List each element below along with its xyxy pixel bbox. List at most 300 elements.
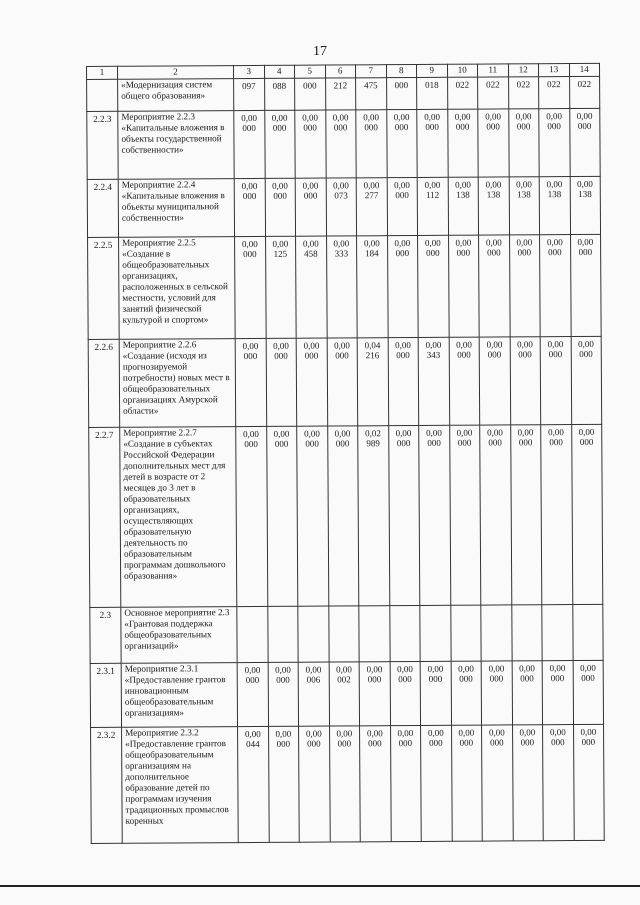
value-integer-part: 0,00: [427, 663, 444, 674]
value-cell: [447, 77, 478, 109]
value-integer-part: 0,00: [516, 237, 533, 248]
value-cell: [237, 606, 268, 662]
value-fraction-part: 073: [334, 190, 348, 201]
value-fraction-part: 022: [486, 79, 500, 90]
value-integer-part: 0,00: [243, 428, 259, 440]
value-integer-part: 0,00: [426, 427, 442, 438]
value-cell: [480, 425, 512, 605]
value-cell: [448, 235, 479, 337]
value-fraction-part: 000: [579, 436, 594, 447]
value-fraction-part: 000: [457, 349, 471, 360]
value-cell: [236, 426, 268, 606]
value-integer-part: 0,00: [424, 179, 441, 190]
value-fraction-part: 000: [394, 80, 409, 91]
value-integer-part: 0,00: [275, 728, 292, 739]
value-fraction-part: 112: [425, 189, 440, 200]
row-description: Основное мероприятие 2.3 «Грантовая поддержка общеобразовательных организаций»: [121, 607, 237, 664]
value-cell: [512, 661, 543, 725]
value-fraction-part: 000: [244, 438, 258, 450]
row-number: 2.3: [90, 607, 121, 663]
value-cell: [572, 604, 603, 660]
value-integer-part: 0,00: [454, 111, 471, 122]
value-integer-part: 0,00: [517, 339, 533, 350]
value-cell: [299, 726, 330, 842]
value-cell: [358, 426, 390, 606]
value-integer-part: 0,00: [332, 112, 349, 123]
value-fraction-part: 000: [394, 122, 409, 133]
column-header: 13: [538, 64, 569, 77]
value-cell: [265, 178, 296, 236]
value-cell: [390, 725, 421, 841]
value-integer-part: 0,00: [546, 237, 563, 248]
value-cell: [265, 236, 296, 338]
value-fraction-part: 475: [364, 80, 378, 91]
value-integer-part: 0,00: [271, 112, 288, 123]
value-fraction-part: 000: [550, 673, 565, 684]
value-fraction-part: 000: [274, 350, 288, 361]
value-integer-part: 0,00: [580, 662, 596, 673]
value-cell: [388, 425, 420, 605]
value-integer-part: 0,00: [363, 238, 380, 249]
value-cell: [264, 78, 295, 110]
value-integer-part: 0,00: [488, 727, 505, 738]
value-fraction-part: 022: [547, 79, 561, 90]
value-fraction-part: 333: [334, 248, 349, 259]
value-cell: [418, 235, 449, 337]
value-integer-part: 0,00: [393, 112, 410, 123]
value-fraction-part: 138: [578, 188, 592, 199]
value-cell: [417, 77, 448, 109]
value-cell: [387, 177, 418, 235]
value-cell: [539, 77, 570, 109]
value-integer-part: 0,00: [578, 426, 595, 437]
value-fraction-part: 000: [395, 190, 409, 201]
value-fraction-part: 000: [303, 80, 317, 91]
value-integer-part: 0,00: [363, 180, 380, 191]
value-fraction-part: 000: [577, 120, 592, 131]
value-cell: [327, 338, 358, 426]
value-cell: [541, 425, 573, 605]
value-fraction-part: 000: [243, 350, 258, 362]
value-integer-part: 0,00: [516, 179, 532, 190]
page-number: 17: [313, 44, 327, 59]
value-fraction-part: 989: [366, 438, 380, 449]
value-fraction-part: 216: [365, 350, 380, 361]
value-fraction-part: 000: [488, 437, 502, 448]
value-fraction-part: 000: [395, 248, 410, 259]
value-cell: [542, 605, 573, 661]
row-description: Мероприятие 2.2.6 «Создание (исходя из прогнозируемой потребности) новых мест в общеобразовательных организациях Амурской области»: [119, 339, 236, 428]
value-fraction-part: 022: [577, 78, 592, 89]
value-fraction-part: 000: [335, 350, 349, 361]
value-fraction-part: 000: [490, 737, 504, 748]
value-integer-part: 0,00: [273, 340, 289, 351]
value-fraction-part: 000: [398, 674, 412, 685]
value-cell: [540, 337, 571, 425]
value-cell: [357, 338, 388, 426]
value-fraction-part: 000: [396, 350, 410, 361]
value-fraction-part: 138: [547, 189, 562, 200]
value-fraction-part: 212: [333, 80, 348, 91]
column-header: 3: [234, 65, 265, 78]
row-description: Мероприятие 2.3.2 «Предоставление грантов общеобразовательным организациям на дополнительное образование детей по программам изучения традиционных промыслов коренных: [122, 727, 239, 844]
value-fraction-part: 184: [365, 248, 379, 259]
row-number: 2.3.1: [90, 663, 121, 727]
value-cell: [267, 606, 298, 662]
value-integer-part: 0,00: [546, 179, 563, 190]
value-cell: [512, 725, 543, 841]
value-fraction-part: 044: [246, 738, 260, 750]
value-cell: [237, 662, 268, 726]
value-fraction-part: 000: [337, 738, 352, 749]
value-cell: [419, 425, 451, 605]
value-fraction-part: 000: [455, 121, 470, 132]
column-header: 6: [325, 65, 356, 78]
scan-edge-line: [0, 885, 640, 887]
value-cell: [509, 177, 540, 235]
value-fraction-part: 000: [549, 437, 563, 448]
value-fraction-part: 000: [578, 246, 593, 257]
value-fraction-part: 000: [335, 438, 350, 449]
value-cell: [325, 110, 356, 178]
value-cell: [295, 110, 326, 178]
value-cell: [479, 337, 510, 425]
value-cell: [511, 605, 542, 661]
value-cell: [420, 605, 451, 661]
value-cell: [449, 337, 480, 425]
column-header: 9: [416, 64, 447, 77]
value-cell: [296, 338, 327, 426]
value-cell: [542, 661, 573, 725]
value-fraction-part: 000: [429, 737, 443, 748]
value-cell: [295, 78, 326, 110]
value-fraction-part: 022: [455, 79, 470, 90]
value-integer-part: 0,04: [364, 340, 381, 351]
value-integer-part: 0,00: [486, 339, 503, 350]
column-header: 8: [386, 64, 417, 77]
value-cell: [386, 77, 417, 109]
value-fraction-part: 000: [459, 673, 473, 684]
value-integer-part: 0,00: [303, 340, 320, 351]
value-cell: [359, 662, 390, 726]
value-cell: [298, 606, 329, 662]
value-fraction-part: 000: [242, 190, 257, 202]
value-cell: [359, 606, 390, 662]
table-row: [87, 76, 600, 111]
value-integer-part: 0,00: [242, 340, 259, 352]
value-fraction-part: 000: [551, 737, 565, 748]
value-integer-part: 0,00: [302, 238, 319, 249]
value-fraction-part: 000: [276, 674, 290, 685]
value-integer-part: 0,00: [580, 726, 597, 737]
value-fraction-part: 000: [396, 438, 411, 449]
value-cell: [481, 661, 512, 725]
value-cell: [420, 661, 451, 725]
value-integer-part: 0,00: [455, 237, 472, 248]
value-fraction-part: 000: [456, 247, 471, 258]
value-integer-part: 0,00: [366, 728, 383, 739]
column-header: 5: [294, 65, 325, 78]
value-fraction-part: 138: [456, 189, 470, 200]
value-cell: [268, 726, 299, 842]
value-cell: [481, 605, 512, 661]
value-cell: [298, 662, 329, 726]
value-fraction-part: 088: [272, 80, 287, 91]
value-cell: [478, 177, 509, 235]
value-integer-part: 0,00: [397, 728, 414, 739]
value-cell: [570, 234, 601, 336]
value-integer-part: 0,00: [578, 338, 594, 349]
value-cell: [569, 76, 600, 108]
row-description: Мероприятие 2.2.7 «Создание в субъектах Российской Федерации дополнительных мест для детей в возрасте от 2 месяцев до 3 лет в образовательных организациях, осуществляющих образовательную деятельность по образовательным программам дошкольного образования»: [120, 427, 237, 608]
value-integer-part: 0,00: [458, 663, 474, 674]
column-header: 7: [355, 65, 386, 78]
value-cell: [569, 108, 600, 176]
value-integer-part: 0,00: [456, 339, 472, 350]
value-fraction-part: 000: [273, 190, 287, 201]
value-fraction-part: 097: [242, 80, 256, 92]
value-cell: [510, 425, 542, 605]
value-integer-part: 0,00: [244, 664, 261, 676]
value-cell: [539, 177, 570, 235]
value-integer-part: 0,00: [485, 179, 502, 190]
value-fraction-part: 000: [364, 122, 378, 133]
value-cell: [509, 235, 540, 337]
value-cell: [234, 178, 265, 236]
value-integer-part: 0,00: [304, 428, 320, 439]
row-description: Мероприятие 2.2.5 «Создание в общеобразовательных организациях, расположенных в сельской местности, условий для занятий физической культурой и спортом»: [119, 237, 236, 340]
value-integer-part: 0,00: [363, 112, 379, 123]
value-fraction-part: 000: [305, 438, 319, 449]
value-fraction-part: 000: [581, 672, 595, 683]
value-cell: [296, 236, 327, 338]
value-integer-part: 0,00: [272, 180, 288, 191]
value-cell: [417, 177, 448, 235]
column-header: 1: [87, 66, 118, 79]
row-number: 2.2.5: [88, 237, 120, 339]
value-cell: [386, 109, 417, 177]
value-cell: [356, 110, 387, 178]
row-description: «Модернизация систем общего образования»: [118, 79, 234, 112]
value-cell: [389, 605, 420, 661]
value-fraction-part: 000: [516, 121, 531, 132]
value-integer-part: 0,00: [547, 339, 564, 350]
value-fraction-part: 002: [337, 674, 351, 685]
value-fraction-part: 000: [333, 122, 348, 133]
value-fraction-part: 000: [398, 738, 413, 749]
value-cell: [327, 426, 359, 606]
value-integer-part: 0,00: [273, 428, 290, 439]
value-fraction-part: 125: [273, 248, 288, 259]
value-fraction-part: 006: [306, 674, 321, 685]
value-integer-part: 0,00: [244, 728, 261, 740]
value-cell: [571, 424, 603, 604]
value-cell: [234, 110, 265, 178]
table-row: [88, 336, 602, 427]
value-cell: [328, 606, 359, 662]
value-cell: [388, 337, 419, 425]
value-cell: [573, 724, 604, 840]
row-description: Мероприятие 2.3.1 «Предоставление грантов инновационным общеобразовательным организациям»: [121, 663, 237, 728]
value-fraction-part: 138: [517, 189, 531, 200]
value-cell: [297, 426, 329, 606]
value-fraction-part: 343: [426, 349, 441, 360]
value-cell: [418, 337, 449, 425]
column-header: 4: [264, 65, 295, 78]
value-integer-part: 0,00: [549, 663, 566, 674]
column-header: 12: [508, 64, 539, 77]
value-cell: [238, 726, 269, 842]
value-fraction-part: 277: [364, 190, 379, 201]
value-cell: [478, 109, 509, 177]
value-cell: [266, 426, 298, 606]
value-fraction-part: 000: [487, 247, 501, 258]
value-fraction-part: 000: [307, 738, 321, 749]
value-fraction-part: 000: [304, 350, 319, 361]
value-integer-part: 0,00: [334, 340, 350, 351]
value-cell: [451, 725, 482, 841]
row-number: 2.2.4: [87, 179, 118, 237]
value-integer-part: 0,00: [488, 663, 505, 674]
row-description: Мероприятие 2.2.4 «Капитальные вложения в объекты муниципальной собственности»: [118, 179, 234, 238]
value-cell: [325, 78, 356, 110]
value-integer-part: 0,00: [427, 727, 444, 738]
value-cell: [266, 338, 297, 426]
value-integer-part: 0,00: [333, 180, 349, 191]
row-number: 2.2.6: [88, 339, 120, 427]
value-fraction-part: 000: [274, 438, 289, 449]
value-integer-part: 0,00: [305, 728, 322, 739]
value-integer-part: 0,00: [517, 427, 534, 438]
value-integer-part: 0,00: [577, 178, 593, 190]
value-cell: [449, 425, 481, 605]
value-fraction-part: 000: [487, 349, 502, 360]
value-fraction-part: 000: [276, 738, 291, 749]
value-integer-part: 0,00: [272, 238, 289, 249]
value-cell: [573, 660, 604, 724]
indicators-table: [86, 63, 605, 844]
value-integer-part: 0,00: [485, 237, 502, 248]
value-cell: [543, 725, 574, 841]
value-cell: [295, 178, 326, 236]
value-integer-part: 0,00: [302, 180, 319, 191]
value-cell: [448, 177, 479, 235]
row-number: 2.2.3: [87, 111, 118, 179]
value-integer-part: 0,00: [397, 664, 413, 675]
value-fraction-part: 000: [272, 122, 287, 133]
table-row: [89, 424, 603, 607]
column-header: 11: [477, 64, 508, 77]
value-fraction-part: 000: [548, 349, 563, 360]
table-row: [88, 234, 602, 339]
value-cell: [360, 726, 391, 842]
value-integer-part: 0,00: [395, 340, 411, 351]
value-cell: [235, 236, 266, 338]
value-cell: [510, 337, 541, 425]
value-cell: [326, 178, 357, 236]
value-integer-part: 0,00: [577, 236, 594, 248]
value-cell: [508, 109, 539, 177]
value-cell: [356, 78, 387, 110]
value-fraction-part: 000: [242, 122, 256, 134]
value-fraction-part: 138: [486, 189, 501, 200]
value-integer-part: 0,00: [305, 664, 322, 675]
column-header: 10: [447, 64, 478, 77]
value-cell: [329, 726, 360, 842]
value-cell: [264, 110, 295, 178]
value-integer-part: 0,00: [424, 237, 441, 248]
table-row: [87, 108, 600, 179]
value-cell: [482, 725, 513, 841]
value-integer-part: 0,00: [424, 111, 440, 122]
value-cell: [326, 236, 357, 338]
column-header: 2: [118, 66, 234, 80]
value-fraction-part: 000: [581, 736, 596, 747]
value-integer-part: 0,00: [515, 111, 532, 122]
value-cell: [539, 109, 570, 177]
value-fraction-part: 000: [520, 737, 535, 748]
table-row: [91, 724, 605, 843]
value-fraction-part: 000: [303, 190, 318, 201]
value-cell: [508, 77, 539, 109]
value-cell: [357, 236, 388, 338]
value-integer-part: 0,00: [458, 727, 475, 738]
value-integer-part: 0,00: [487, 427, 503, 438]
value-integer-part: 0,00: [456, 427, 473, 438]
value-cell: [571, 336, 602, 424]
value-fraction-part: 000: [489, 673, 504, 684]
value-fraction-part: 458: [304, 248, 318, 259]
value-cell: [329, 662, 360, 726]
value-cell: [479, 235, 510, 337]
value-integer-part: 0,00: [485, 111, 501, 122]
value-integer-part: 0,00: [336, 664, 352, 675]
value-integer-part: 0,00: [241, 180, 258, 192]
value-cell: [235, 338, 266, 426]
value-fraction-part: 000: [367, 674, 382, 685]
value-fraction-part: 022: [516, 79, 531, 90]
value-fraction-part: 000: [518, 349, 532, 360]
value-fraction-part: 000: [428, 673, 443, 684]
table-row: [90, 660, 603, 727]
value-integer-part: 0,00: [546, 111, 562, 122]
value-integer-part: 0,00: [455, 179, 471, 190]
row-number: 2.2.7: [89, 427, 121, 607]
value-integer-part: 0,00: [425, 339, 442, 350]
value-fraction-part: 000: [520, 673, 534, 684]
value-fraction-part: 000: [303, 122, 317, 133]
value-cell: [421, 725, 452, 841]
value-fraction-part: 000: [368, 738, 382, 749]
value-integer-part: 0,00: [241, 112, 257, 124]
value-cell: [447, 109, 478, 177]
value-fraction-part: 000: [547, 121, 561, 132]
value-integer-part: 0,00: [275, 664, 291, 675]
value-fraction-part: 000: [425, 121, 439, 132]
value-fraction-part: 000: [518, 437, 533, 448]
value-cell: [356, 178, 387, 236]
value-cell: [540, 235, 571, 337]
value-fraction-part: 000: [245, 674, 260, 686]
value-integer-part: 0,00: [336, 728, 353, 739]
value-integer-part: 0,00: [519, 663, 535, 674]
value-integer-part: 0,00: [394, 180, 410, 191]
value-cell: [268, 662, 299, 726]
value-fraction-part: 000: [457, 437, 472, 448]
value-fraction-part: 000: [548, 247, 562, 258]
value-integer-part: 0,00: [394, 238, 411, 249]
column-header: 14: [569, 63, 600, 76]
